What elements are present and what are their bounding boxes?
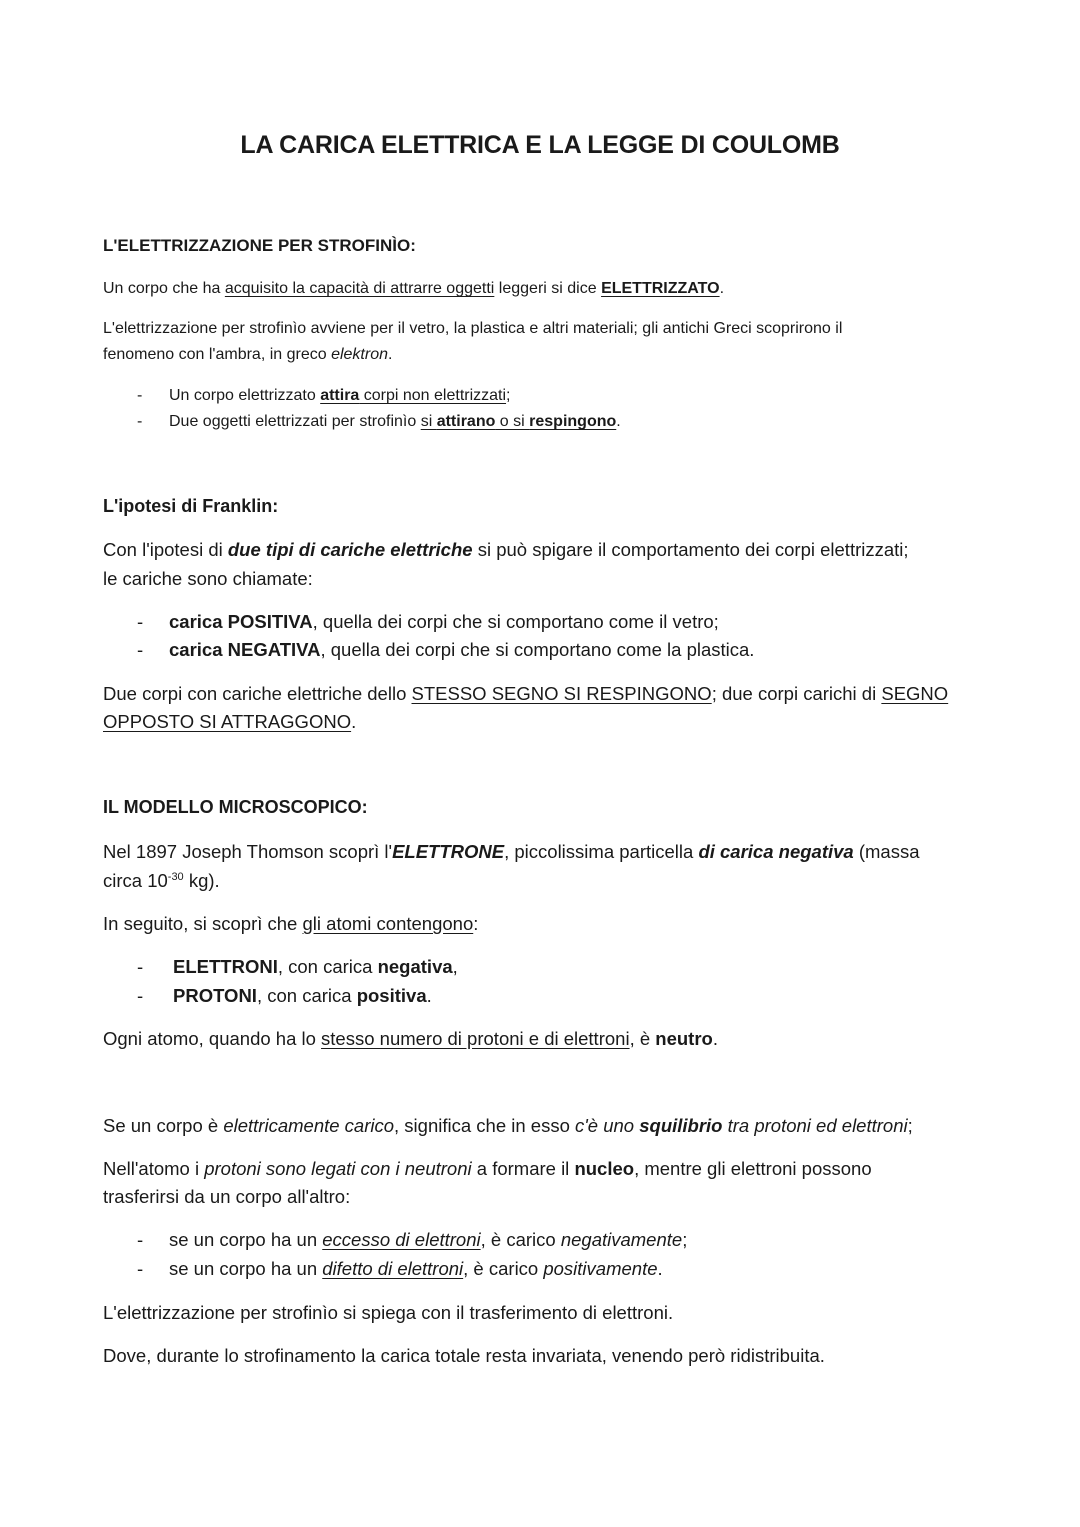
bullet-dash: - [137, 387, 143, 404]
text-run: ; [682, 1229, 688, 1250]
text-run: Nell'atomo i [103, 1158, 205, 1179]
paragraph-line: Dove, durante lo strofinamento la carica totale resta invariata, venendo però ridistribuita. [103, 1345, 825, 1366]
text-run: Nel 1897 Joseph Thomson scoprì l' [103, 841, 393, 862]
bold-term: nucleo [574, 1158, 635, 1179]
text-run: . [388, 346, 393, 363]
text-run: Se un corpo è [103, 1115, 224, 1136]
text-run: : [473, 913, 479, 934]
bold-term: respingono [529, 413, 617, 430]
text-run: se un corpo ha un [169, 1258, 323, 1279]
bullet-dash: - [137, 956, 144, 977]
bullet-dash: - [137, 1229, 144, 1250]
bold-italic-term: due tipi di cariche elettriche [227, 539, 473, 560]
text-run: , [452, 956, 458, 977]
bold-term: attira [320, 387, 360, 404]
section-heading-elettrizzazione: L'ELETTRIZZAZIONE PER STROFINÌO: [103, 236, 416, 255]
paragraph-line: L'elettrizzazione per strofinìo si spiega con il trasferimento di elettroni. [103, 1302, 674, 1323]
bold-term: negativa [377, 956, 453, 977]
bold-italic-term: di carica negativa [698, 841, 854, 862]
underlined-text: acquisito la capacità di attrarre oggetti [224, 280, 495, 297]
bullet-dash: - [137, 413, 143, 430]
paragraph-line [103, 870, 220, 892]
bold-italic-term: squilibrio [639, 1115, 723, 1136]
italic-term: tra protoni ed elettroni [722, 1115, 908, 1136]
italic-term: elettricamente carico [223, 1115, 395, 1136]
paragraph-line: L'elettrizzazione per strofinìo avviene per il vetro, la plastica e altri materiali; gli antichi Greci scoprirono il [103, 320, 843, 337]
text-run: . [719, 280, 725, 297]
italic-underlined-term: difetto di elettroni [322, 1258, 464, 1279]
paragraph-line: le cariche sono chiamate: [103, 568, 313, 589]
paragraph-line [103, 841, 920, 863]
text-run: In seguito, si scoprì che [103, 913, 303, 934]
text-run: se un corpo ha un [169, 1229, 323, 1250]
underlined-text: OPPOSTO SI ATTRAGGONO [103, 711, 352, 732]
text-run: . [616, 413, 621, 430]
text-run: , piccolissima particella [504, 841, 699, 862]
list-item [173, 985, 432, 1007]
paragraph-line [103, 683, 948, 705]
paragraph-line [103, 913, 478, 935]
italic-underlined-term: eccesso di elettroni [322, 1229, 481, 1250]
text-run: fenomeno con l'ambra, in greco [103, 346, 332, 363]
text-run: , significa che in esso [394, 1115, 576, 1136]
underlined-text: stesso numero di protoni e di elettroni [321, 1028, 630, 1049]
text-run: Un corpo elettrizzato [169, 387, 321, 404]
bullet-dash: - [137, 611, 144, 632]
list-item [169, 639, 754, 661]
page-title: LA CARICA ELETTRICA E LA LEGGE DI COULOMB [240, 131, 840, 159]
bullet-dash: - [137, 639, 144, 660]
bold-term: ELETTRONI [173, 956, 278, 977]
bold-italic-term: ELETTRONE [392, 841, 505, 862]
bullet-dash: - [137, 985, 144, 1006]
text-run: Un corpo che ha [103, 280, 225, 297]
list-item [169, 611, 719, 633]
underlined-text: SEGNO [881, 683, 949, 704]
text-run: ; [506, 387, 511, 404]
paragraph-line [103, 1028, 718, 1050]
bold-term: positiva [356, 985, 427, 1006]
text-run: . [351, 711, 357, 732]
bold-term: neutro [655, 1028, 713, 1049]
bold-term: ELETTRIZZATO [601, 280, 720, 297]
paragraph [103, 280, 724, 298]
text-run: , è [629, 1028, 656, 1049]
italic-term: positivamente [543, 1258, 658, 1279]
text-run: Con l'ipotesi di [103, 539, 228, 560]
paragraph-line: trasferirsi da un corpo all'altro: [103, 1186, 351, 1207]
underlined-text: gli atomi contengono [302, 913, 474, 934]
list-item [173, 956, 458, 978]
text-run: leggeri si dice [494, 280, 602, 297]
bold-term: attirano [436, 413, 496, 430]
text-run: (massa [853, 841, 920, 862]
section-heading-modello: IL MODELLO MICROSCOPICO: [103, 797, 368, 817]
paragraph-line [103, 711, 356, 733]
list-item [169, 1258, 663, 1280]
text-run: , mentre gli elettroni possono [634, 1158, 872, 1179]
underlined-text: corpi non elettrizzati [359, 387, 507, 404]
text-run: Due corpi con cariche elettriche dello [103, 683, 412, 704]
paragraph-line [103, 346, 392, 364]
underlined-text: STESSO SEGNO SI RESPINGONO [411, 683, 712, 704]
italic-term: c'è uno [575, 1115, 640, 1136]
text-run: si può spigare il comportamento dei corpi elettrizzati; [472, 539, 909, 560]
bold-term: carica NEGATIVA [169, 639, 321, 660]
bold-term: carica POSITIVA [169, 611, 313, 632]
text-run: , quella dei corpi che si comportano come la plastica. [320, 639, 755, 660]
text-run: a formare il [471, 1158, 575, 1179]
italic-term: protoni sono legati con i neutroni [204, 1158, 472, 1179]
text-run: . [657, 1258, 663, 1279]
text-run: . [712, 1028, 718, 1049]
text-run: Due oggetti elettrizzati per strofinìo [169, 413, 421, 430]
paragraph-line [103, 539, 909, 561]
section-heading-franklin: L'ipotesi di Franklin: [103, 496, 279, 516]
exponent: -30 [167, 871, 184, 883]
text-run: si [420, 413, 437, 430]
list-item [169, 387, 511, 405]
text-run: , con carica [256, 985, 357, 1006]
italic-term: elektron [331, 346, 388, 363]
text-run: circa 10 [103, 870, 168, 891]
text-run: . [426, 985, 432, 1006]
text-run: ; [907, 1115, 913, 1136]
text-run: , con carica [277, 956, 378, 977]
bullet-dash: - [137, 1258, 144, 1279]
paragraph-line [103, 1158, 872, 1180]
list-item [169, 1229, 687, 1251]
text-run: o si [495, 413, 530, 430]
text-run: ; due corpi carichi di [711, 683, 882, 704]
text-run: Ogni atomo, quando ha lo [103, 1028, 322, 1049]
list-item [169, 413, 621, 431]
text-run: , quella dei corpi che si comportano come il vetro; [312, 611, 719, 632]
bold-term: PROTONI [173, 985, 257, 1006]
text-run: , è carico [463, 1258, 544, 1279]
paragraph-line [103, 1115, 913, 1137]
italic-term: negativamente [560, 1229, 683, 1250]
text-run: kg). [183, 870, 220, 891]
text-run: , è carico [480, 1229, 561, 1250]
